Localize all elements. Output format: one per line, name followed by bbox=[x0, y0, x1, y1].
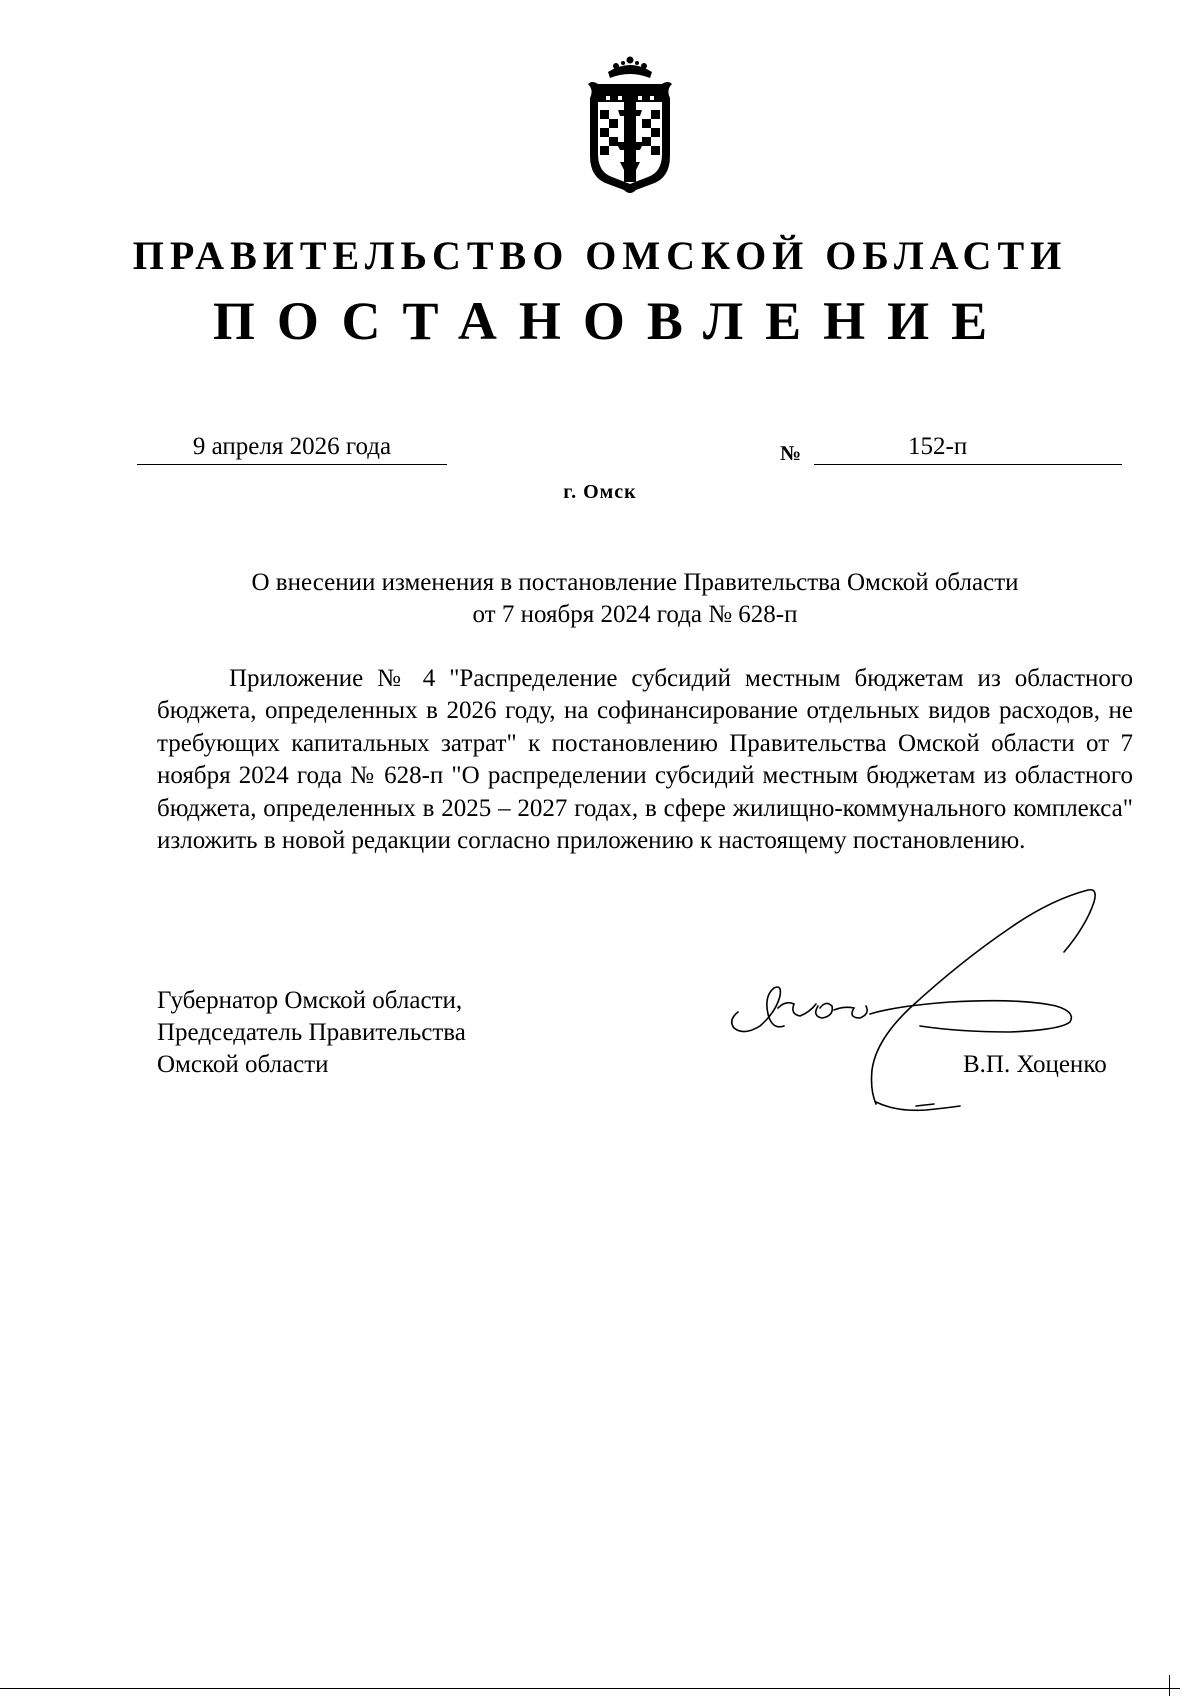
city-label: г. Омск bbox=[563, 481, 637, 503]
corner-mark bbox=[1169, 1675, 1170, 1696]
subject-line-2: от 7 ноября 2024 года № 628-п bbox=[472, 601, 798, 628]
signatory-line-3: Омской области bbox=[157, 1051, 329, 1078]
document-subject bbox=[150, 567, 1120, 631]
signer-name: В.П. Хоценко bbox=[963, 1051, 1107, 1078]
government-title: ПРАВИТЕЛЬСТВО ОМСКОЙ ОБЛАСТИ bbox=[132, 233, 1068, 278]
subject-line-1: О внесении изменения в постановление Правительства Омской области bbox=[251, 569, 1019, 596]
number-sign: № bbox=[780, 441, 802, 465]
body-paragraph: Приложение № 4 "Распределение субсидий местным бюджетам из областного бюджета, определенных в 2026 году, на софинансирование отдельных видов расходов, не требующих капитальных затрат" к постановлению Правительства Омской области от 7 ноября 2024 года № 628-п "О распределении субсидий местным бюджетам из областного бюджета, определенных в 2025 – 2027 годах, в сфере жилищно-коммунального комплекса" изложить в новой редакции согласно приложению к настоящему постановлению. bbox=[157, 665, 1133, 855]
signatory-line-1: Губернатор Омской области, bbox=[157, 987, 463, 1014]
document-type-title: ПОСТАНОВЛЕНИЕ bbox=[212, 291, 1010, 351]
coat-of-arms-icon bbox=[570, 50, 690, 200]
document-number: 152-п bbox=[908, 433, 968, 460]
handwritten-signature bbox=[720, 880, 1140, 1120]
signatory-line-2: Председатель Правительства bbox=[157, 1019, 466, 1046]
document-date: 9 апреля 2026 года bbox=[137, 430, 447, 465]
document-number-field bbox=[814, 430, 1122, 465]
signatory-title bbox=[157, 985, 466, 1081]
bottom-rule bbox=[0, 1688, 1180, 1689]
